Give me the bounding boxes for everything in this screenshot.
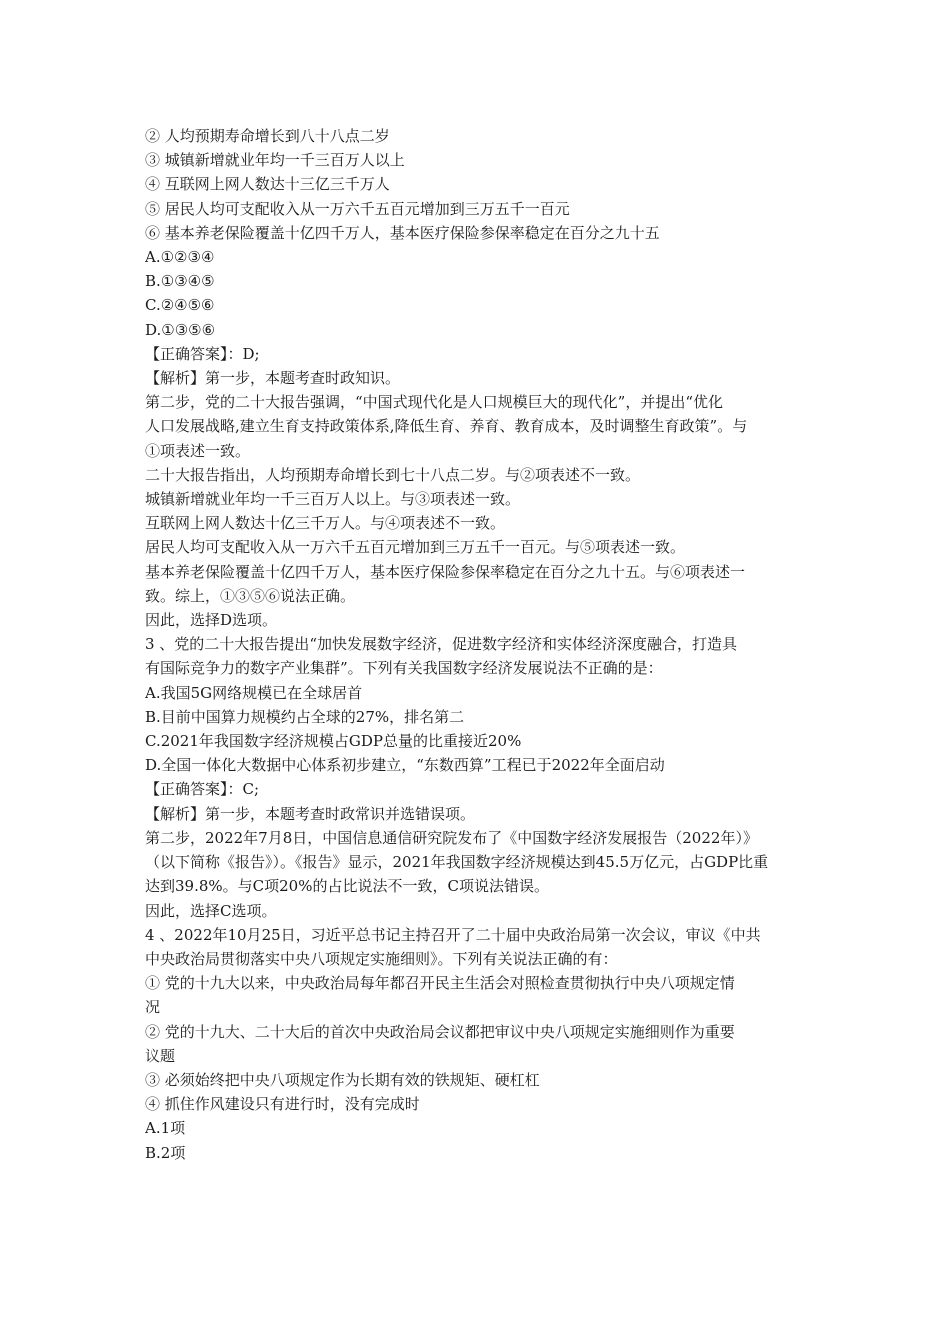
choice-a: A.①②③④ [145,248,215,267]
choice-b: B.目前中国算力规模约占全球的27%，排名第二 [145,707,465,726]
analysis-text: 人口发展战略,建立生育支持政策体系,降低生育、养育、教育成本，及时调整生育政策”。与 [145,417,748,436]
analysis-text: 互联网上网人数达十亿三千万人。与④项表述不一致。 [145,514,506,533]
option-line: ③ 必须始终把中央八项规定作为长期有效的铁规矩、硬杠杠 [145,1070,540,1089]
analysis-conclusion: 因此，选择C选项。 [145,901,277,920]
choice-a: A.我国5G网络规模已在全球居首 [145,683,363,702]
choice-a: A.1项 [145,1119,186,1138]
analysis-heading: 【解析】第一步，本题考查时政常识并选错误项。 [145,804,476,823]
analysis-text: 第二步，2022年7月8日，中国信息通信研究院发布了《中国数字经济发展报告（2022年）》 [145,828,758,847]
question-3-stem: 3 、党的二十大报告提出“加快发展数字经济，促进数字经济和实体经济深度融合，打造具 [145,635,737,654]
option-line: ① 党的十九大以来，中央政治局每年都召开民主生活会对照检查贯彻执行中央八项规定情 [145,974,735,993]
option-line: ② 人均预期寿命增长到八十八点二岁 [145,127,390,145]
document-page [145,124,815,1165]
choice-d: D.全国一体化大数据中心体系初步建立，“东数西算”工程已于2022年全面启动 [145,756,665,775]
choice-c: C.2021年我国数字经济规模占GDP总量的比重接近20% [145,732,522,751]
analysis-text: 居民人均可支配收入从一万六千五百元增加到三万五千一百元。与⑤项表述一致。 [145,538,686,557]
option-line: ④ 互联网上网人数达十三亿三千万人 [145,175,390,194]
analysis-text: 达到39.8%。与C项20%的占比说法不一致，C项说法错误。 [145,877,549,896]
analysis-text: ①项表述一致。 [145,441,251,460]
analysis-text: 二十大报告指出，人均预期寿命增长到七十八点二岁。与②项表述不一致。 [145,465,641,484]
question-4-stem: 4 、2022年10月25日，习近平总书记主持召开了二十届中央政治局第一次会议，审议《中共 [145,925,761,944]
choice-b: B.①③④⑤ [145,272,215,291]
option-line: ③ 城镇新增就业年均一千三百万人以上 [145,151,405,170]
choice-c: C.②④⑤⑥ [145,296,215,315]
correct-answer: 【正确答案】：C; [145,780,260,799]
option-line: ⑥ 基本养老保险覆盖十亿四千万人，基本医疗保险参保率稳定在百分之九十五 [145,223,660,242]
analysis-heading: 【解析】第一步，本题考查时政知识。 [145,369,401,388]
option-line: ② 党的十九大、二十大后的首次中央政治局会议都把审议中央八项规定实施细则作为重要 [145,1022,735,1041]
question-3-stem: 有国际竞争力的数字产业集群”。下列有关我国数字经济发展说法不正确的是： [145,659,663,678]
option-line: ⑤ 居民人均可支配收入从一万六千五百元增加到三万五千一百元 [145,199,570,218]
option-line: 况 [145,998,161,1017]
correct-answer: 【正确答案】：D; [145,344,260,363]
choice-d: D.①③⑤⑥ [145,320,216,339]
question-4-stem: 中央政治局贯彻落实中央八项规定实施细则》。下列有关说法正确的有： [145,949,618,968]
choice-b: B.2项 [145,1143,186,1162]
analysis-text: 第二步，党的二十大报告强调，“中国式现代化是人口规模巨大的现代化”，并提出“优化 [145,393,724,412]
option-line: ④ 抓住作风建设只有进行时，没有完成时 [145,1095,420,1114]
analysis-text: （以下简称《报告》）。《报告》显示，2021年我国数字经济规模达到45.5万亿元，占GDP比重 [145,853,769,872]
analysis-text: 基本养老保险覆盖十亿四千万人，基本医疗保险参保率稳定在百分之九十五。与⑥项表述一 [145,562,746,581]
analysis-text: 致。综上，①③⑤⑥说法正确。 [145,586,356,605]
analysis-text: 城镇新增就业年均一千三百万人以上。与③项表述一致。 [145,490,521,509]
analysis-conclusion: 因此，选择D选项。 [145,611,278,630]
option-line: 议题 [145,1046,176,1065]
